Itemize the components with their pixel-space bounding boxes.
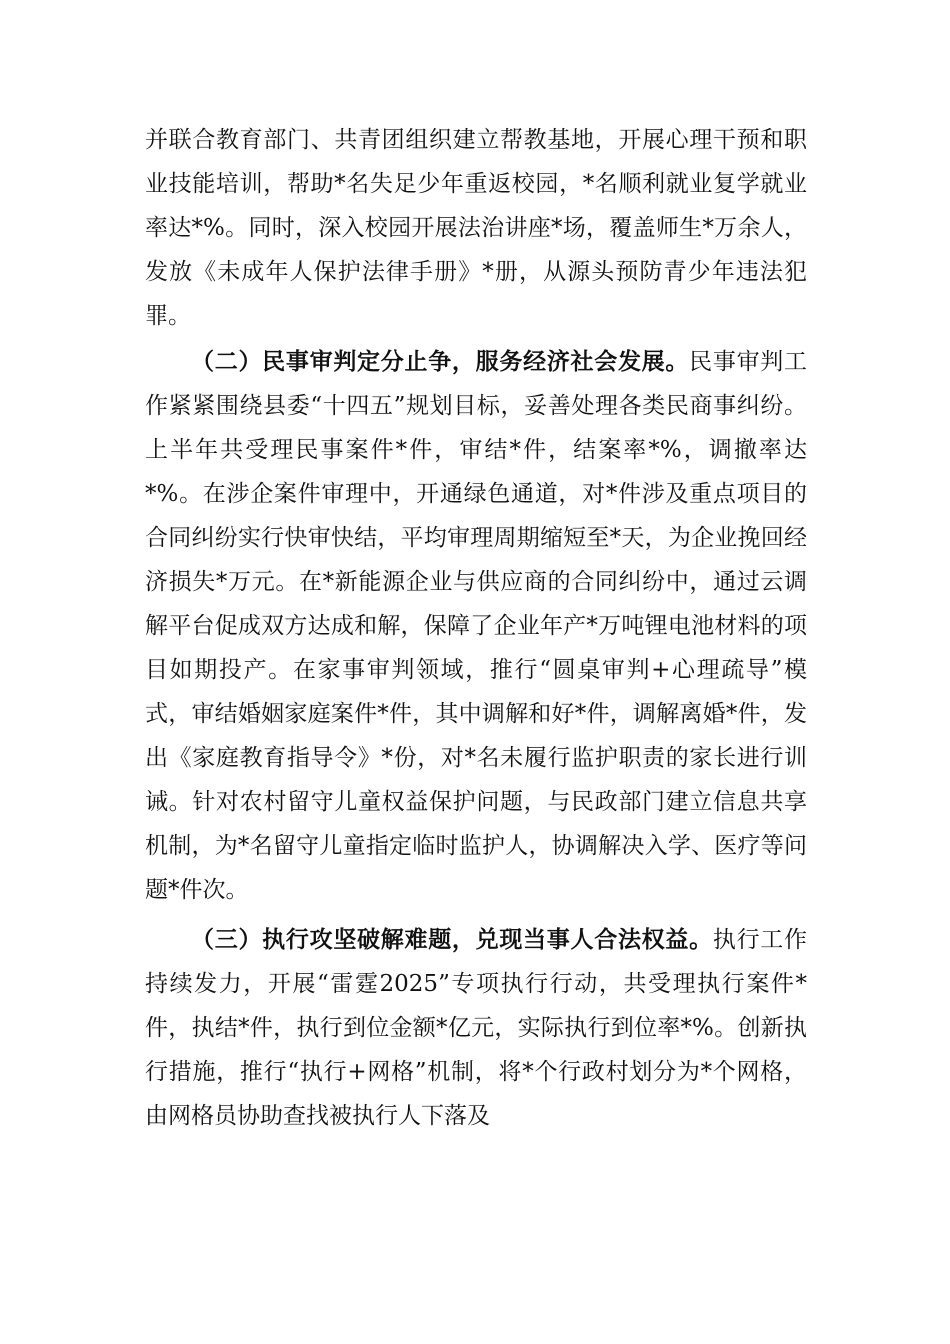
paragraph-civil-trial <box>145 340 807 912</box>
section-heading-civil-trial: （二）民事审判定分止争，服务经济社会发展。 <box>191 348 690 375</box>
paragraph-text: 民事审判工作紧紧围绕县委“十四五”规划目标，妥善处理各类民商事纠纷。上半年共受理民事案件*件，审结*件，结案率*%，调撤率达*%。在涉企案件审理中，开通绿色通道，对*件涉及重点项目的合同纠纷实行快审快结，平均审理周期缩短至*天，为企业挽回经济损失*万元。在*新能源企业与供应商的合同纠纷中，通过云调解平台促成双方达成和解，保障了企业年产*万吨锂电池材料的项目如期投产。在家事审判领域，推行“圆桌审判+心理疏导”模式，审结婚姻家庭案件*件，其中调解和好*件，调解离婚*件，发出《家庭教育指导令》*份，对*名未履行监护职责的家长进行训诫。针对农村留守儿童权益保护问题，与民政部门建立信息共享机制，为*名留守儿童指定临时监护人，协调解决入学、医疗等问题*件次。 <box>145 349 808 903</box>
paragraph-text: 执行工作持续发力，开展“雷霆2025”专项执行行动，共受理执行案件*件，执结*件，执行到位金额*亿元，实际执行到位率*%。创新执行措施，推行“执行+网格”机制，将*个行政村划分为*个网格，由网格员协助查找被执行人下落及 <box>145 927 808 1129</box>
document-body <box>145 118 807 1138</box>
section-heading-enforcement: （三）执行攻坚破解难题，兑现当事人合法权益。 <box>191 926 713 953</box>
paragraph-enforcement <box>145 918 807 1138</box>
paragraph-continuation <box>145 118 807 338</box>
paragraph-text: 并联合教育部门、共青团组织建立帮教基地，开展心理干预和职业技能培训，帮助*名失足少年重返校园，*名顺利就业复学就业率达*%。同时，深入校园开展法治讲座*场，覆盖师生*万余人，发放《未成年人保护法律手册》*册，从源头预防青少年违法犯罪。 <box>145 127 807 329</box>
